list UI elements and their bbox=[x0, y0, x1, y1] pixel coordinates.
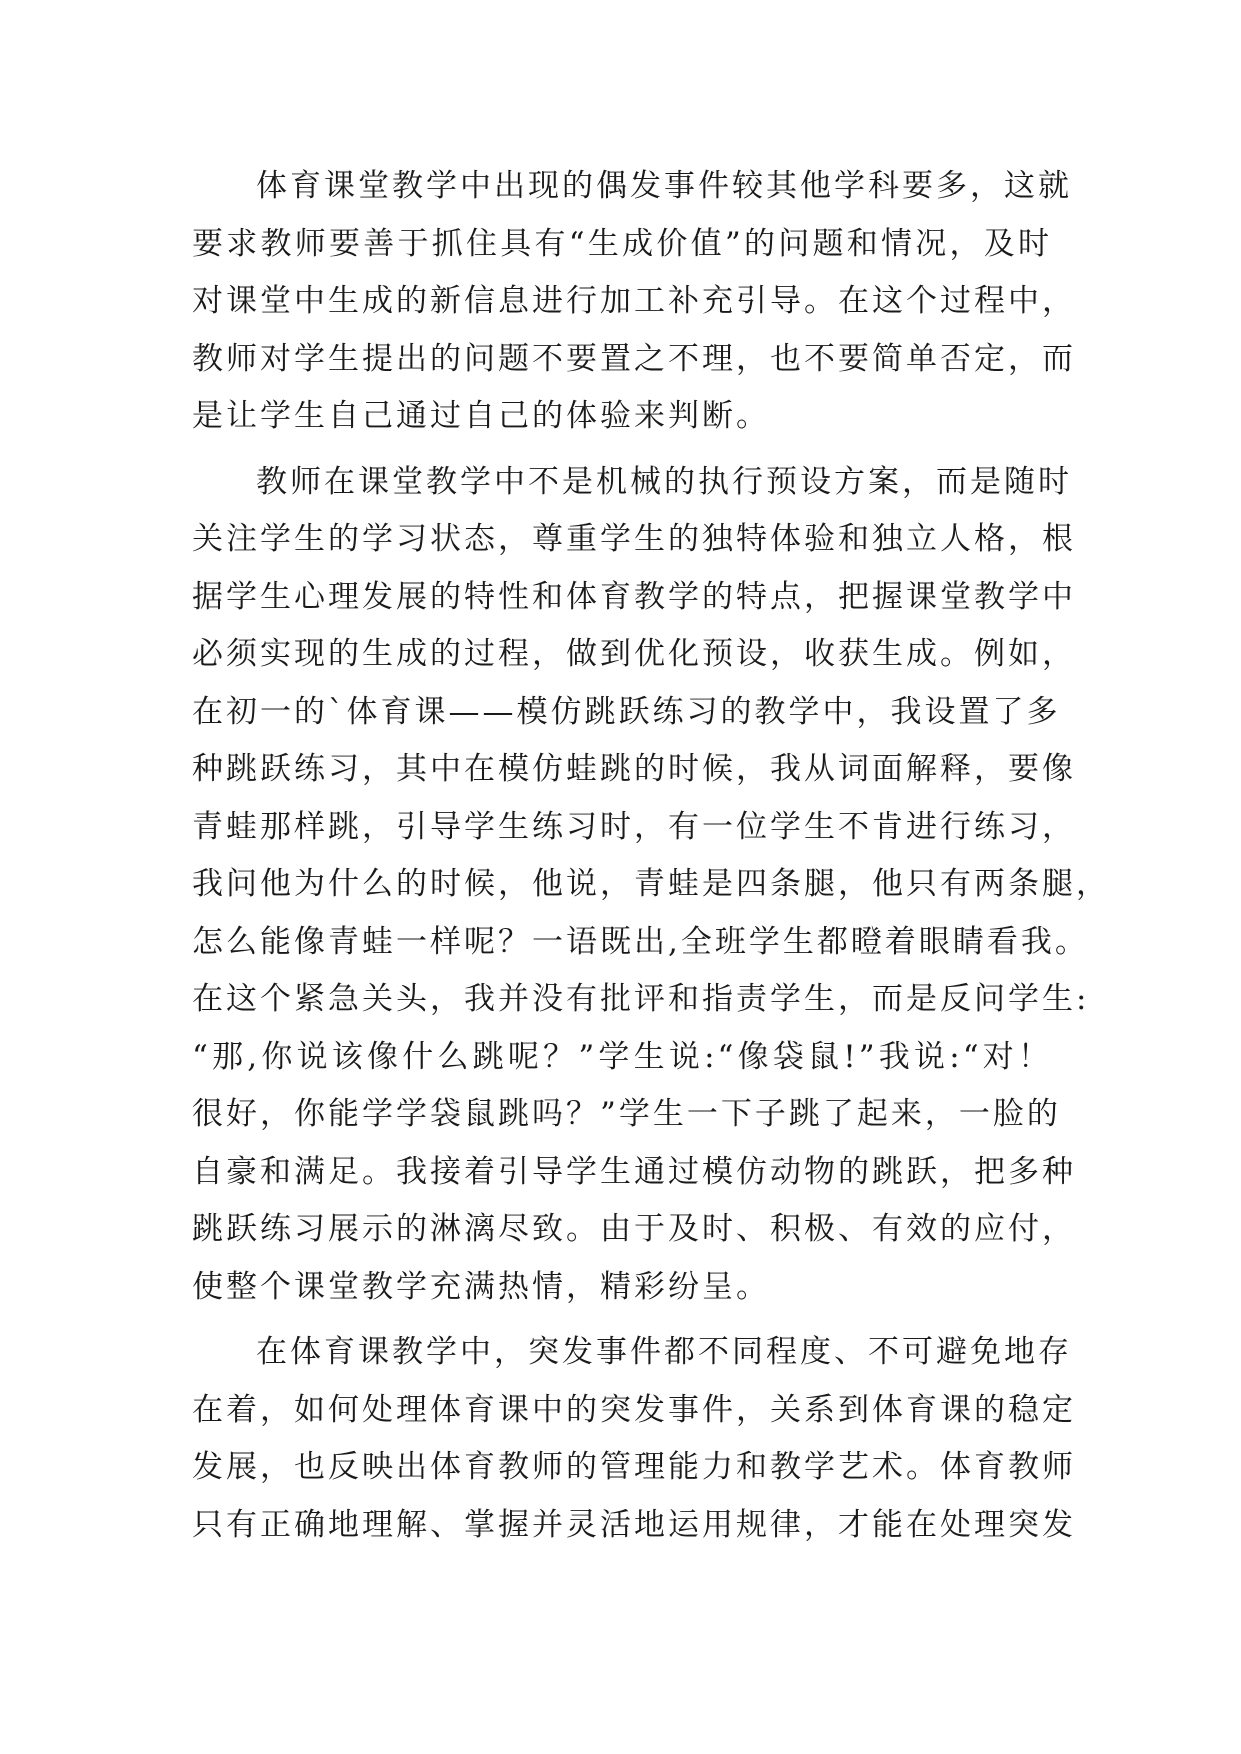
text-line: 在这个紧急关头，我并没有批评和指责学生，而是反问学生: bbox=[192, 981, 1090, 1017]
text-line: 在初一的`体育课——模仿跳跃练习的教学中，我设置了多 bbox=[192, 693, 1061, 730]
text-line: 体育课堂教学中出现的偶发事件较其他学科要多，这就 bbox=[256, 168, 1072, 204]
text-line: 关注学生的学习状态，尊重学生的独特体验和独立人格，根 bbox=[192, 521, 1076, 557]
text-line: 教师在课堂教学中不是机械的执行预设方案，而是随时 bbox=[256, 463, 1072, 500]
text-line: “那,你说该像什么跳呢？”学生说:“像袋鼠!”我说:“对！ bbox=[192, 1038, 1052, 1075]
text-line: 教师对学生提出的问题不要置之不理，也不要简单否定，而 bbox=[192, 340, 1076, 377]
text-line: 据学生心理发展的特性和体育教学的特点，把握课堂教学中 bbox=[192, 578, 1076, 615]
text-line: 发展，也反映出体育教师的管理能力和教学艺术。体育教师 bbox=[192, 1449, 1076, 1485]
text-line: 很好，你能学学袋鼠跳吗？”学生一下子跳了起来，一脸的 bbox=[192, 1096, 1061, 1132]
text-line: 在着，如何处理体育课中的突发事件，关系到体育课的稳定 bbox=[192, 1391, 1076, 1428]
body-text bbox=[192, 158, 1110, 1554]
text-line: 我问他为什么的时候，他说，青蛙是四条腿，他只有两条腿， bbox=[192, 866, 1110, 902]
text-line: 必须实现的生成的过程，做到优化预设，收获生成。例如， bbox=[192, 636, 1076, 672]
text-line: 种跳跃练习，其中在模仿蛙跳的时候，我从词面解释，要像 bbox=[192, 751, 1076, 787]
text-line: 要求教师要善于抓住具有“生成价值”的问题和情况，及时 bbox=[192, 225, 1052, 262]
paragraph-2 bbox=[192, 454, 1110, 1317]
paragraph-3 bbox=[192, 1324, 1076, 1554]
text-line: 在体育课教学中，突发事件都不同程度、不可避免地存 bbox=[256, 1334, 1072, 1370]
text-line: 只有正确地理解、掌握并灵活地运用规律，才能在处理突发 bbox=[192, 1506, 1076, 1543]
text-line: 跳跃练习展示的淋漓尽致。由于及时、积极、有效的应付， bbox=[192, 1211, 1076, 1247]
text-line: 对课堂中生成的新信息进行加工补充引导。在这个过程中， bbox=[192, 283, 1076, 319]
text-line: 是让学生自己通过自己的体验来判断。 bbox=[192, 398, 770, 434]
text-line: 青蛙那样跳，引导学生练习时，有一位学生不肯进行练习， bbox=[192, 808, 1076, 845]
paragraph-1 bbox=[192, 158, 1076, 446]
text-line: 自豪和满足。我接着引导学生通过模仿动物的跳跃，把多种 bbox=[192, 1153, 1076, 1190]
text-line: 怎么能像青蛙一样呢？一语既出,全班学生都瞪着眼睛看我。 bbox=[192, 923, 1089, 960]
text-line: 使整个课堂教学充满热情，精彩纷呈。 bbox=[192, 1268, 770, 1305]
